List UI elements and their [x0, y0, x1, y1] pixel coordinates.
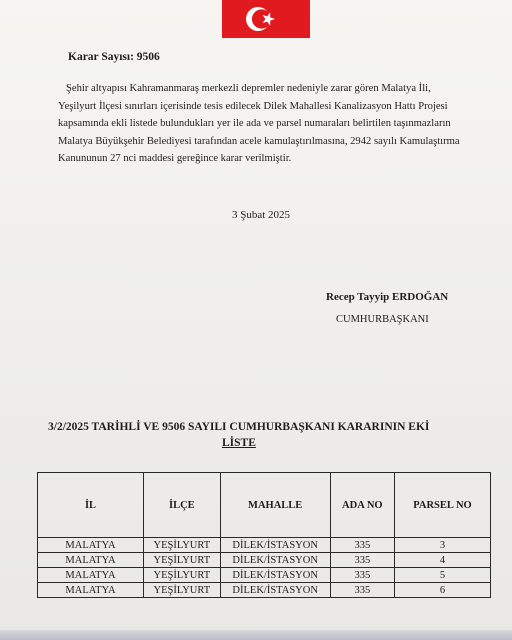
signer-title: CUMHURBAŞKANI	[336, 314, 429, 325]
column-header-mahalle: MAHALLE	[220, 473, 330, 538]
paragraph-line: Yeşilyurt İlçesi sınırları içerisinde tesis edilecek Dilek Mahallesi Kanalizasyon Hattı Projesi	[58, 100, 448, 112]
paragraph-line: Şehir altyapısı Kahramanmaraş merkezli depremler nedeniyle zarar gören Malatya İli,	[66, 83, 431, 94]
table-cell: 335	[330, 568, 394, 583]
decision-number: Karar Sayısı: 9506	[68, 51, 160, 63]
table-cell: DİLEK/İSTASYON	[220, 553, 330, 568]
table-cell: 335	[330, 538, 394, 553]
table-cell: MALATYA	[38, 583, 144, 598]
decision-paragraph	[58, 80, 498, 168]
table-row	[38, 583, 491, 598]
table-cell: YEŞİLYURT	[144, 553, 221, 568]
table-cell: 6	[394, 583, 490, 598]
table-cell: YEŞİLYURT	[144, 568, 221, 583]
parcel-table	[37, 472, 491, 598]
column-header-parsel-no: PARSEL NO	[394, 473, 490, 538]
table-cell: DİLEK/İSTASYON	[220, 568, 330, 583]
column-header-ada-no: ADA NO	[330, 473, 394, 538]
column-header-ilce: İLÇE	[144, 473, 221, 538]
decision-date: 3 Şubat 2025	[232, 209, 291, 221]
table-cell: MALATYA	[38, 568, 144, 583]
table-cell: DİLEK/İSTASYON	[220, 538, 330, 553]
table-cell: 4	[394, 553, 490, 568]
paragraph-line: Malatya Büyükşehir Belediyesi tarafından acele kamulaştırılmasına, 2942 sayılı Kamulaştırma	[58, 135, 460, 147]
table-row	[38, 553, 491, 568]
table-cell: YEŞİLYURT	[144, 583, 221, 598]
annex-subtitle: LİSTE	[222, 437, 256, 449]
paragraph-line: kapsamında ekli listede bulundukları yer ile ada ve parsel numaraları belirtilen taşınmazların	[58, 118, 451, 130]
table-cell: YEŞİLYURT	[144, 538, 221, 553]
table-cell: DİLEK/İSTASYON	[220, 583, 330, 598]
table-cell: MALATYA	[38, 538, 144, 553]
bottom-edge	[0, 630, 512, 640]
column-header-il: İL	[38, 473, 144, 538]
table-cell: 335	[330, 553, 394, 568]
paragraph-line: Kanununun 27 nci maddesi gereğince karar verilmiştir.	[58, 153, 292, 165]
signer-name: Recep Tayyip ERDOĞAN	[326, 291, 449, 303]
table-row	[38, 538, 491, 553]
turkish-flag-icon	[222, 0, 310, 38]
annex-title: 3/2/2025 TARİHLİ VE 9506 SAYILI CUMHURBAŞKANI KARARININ EKİ	[48, 421, 430, 433]
table-cell: 5	[394, 568, 490, 583]
table-cell: MALATYA	[38, 553, 144, 568]
table-header-row	[38, 473, 491, 538]
table-cell: 3	[394, 538, 490, 553]
table-row	[38, 568, 491, 583]
table-cell: 335	[330, 583, 394, 598]
